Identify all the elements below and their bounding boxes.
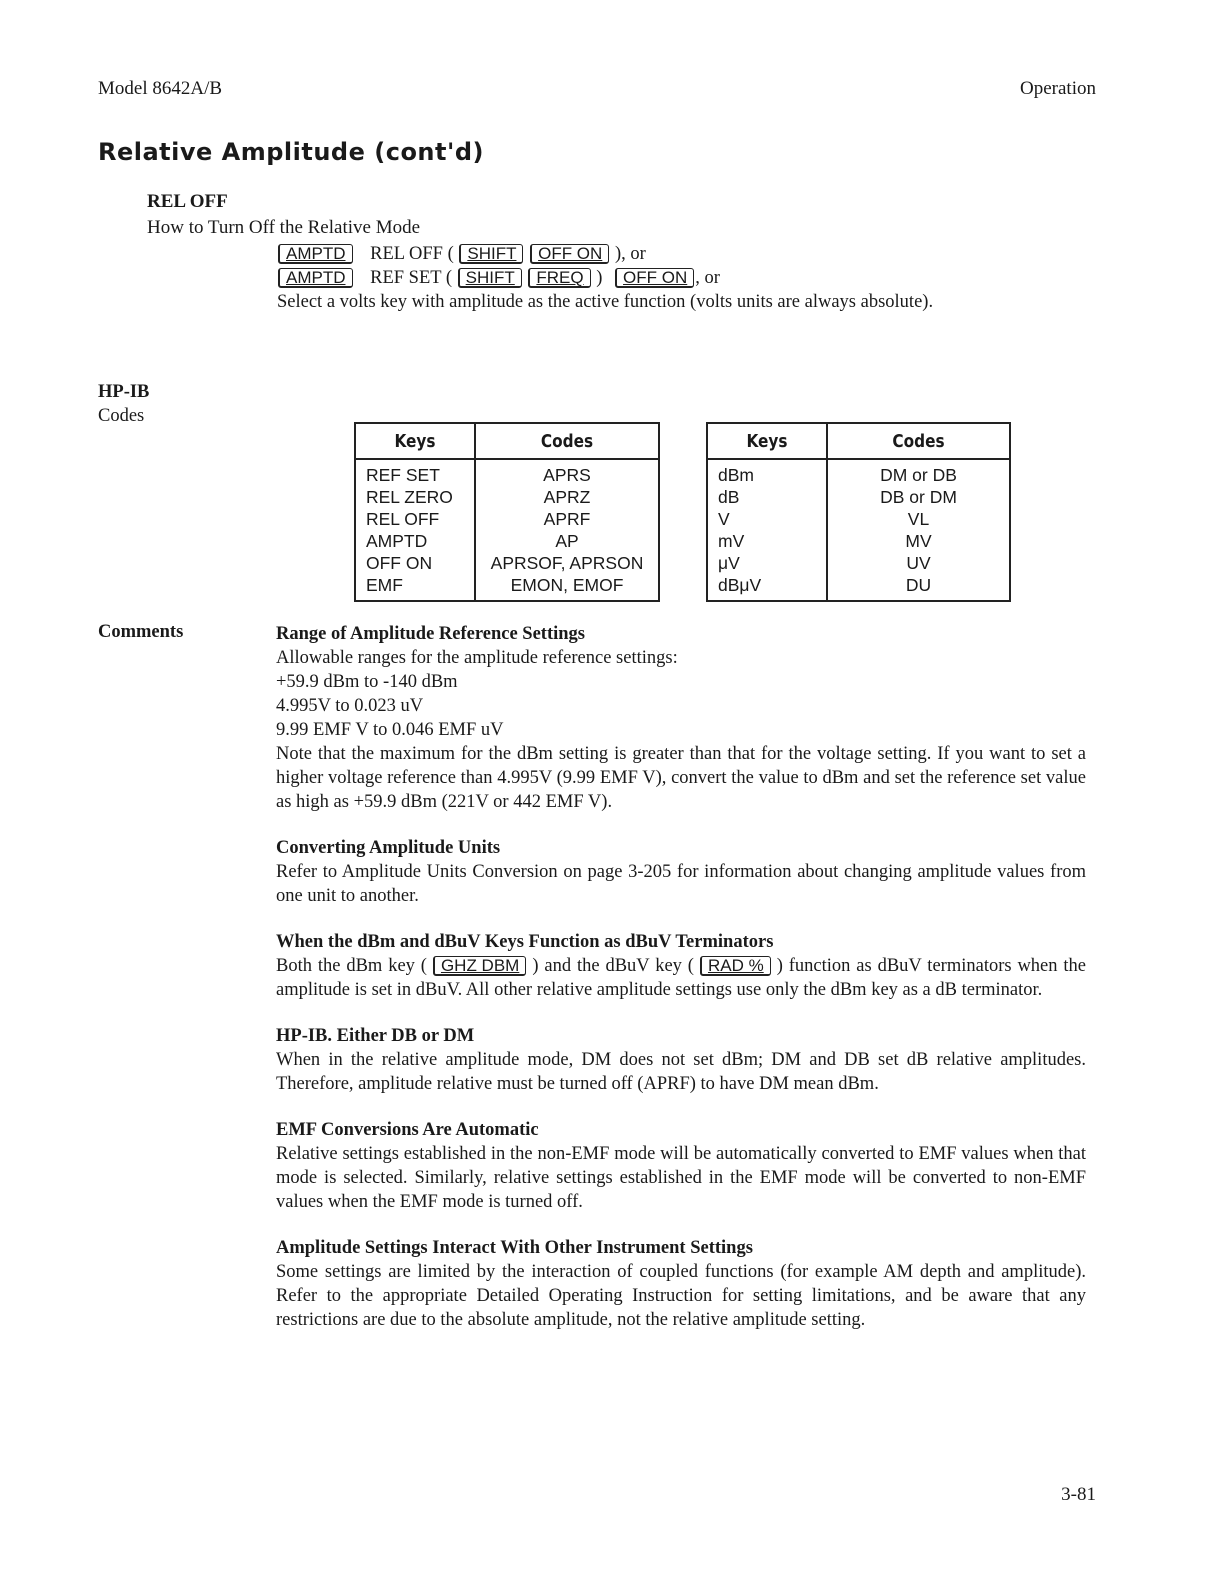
table-row bbox=[707, 486, 1010, 508]
step-text: , or bbox=[695, 268, 720, 288]
freq-key: FREQ bbox=[528, 268, 590, 288]
range-dbm: +59.9 dBm to -140 dBm bbox=[276, 672, 458, 692]
header-section: Operation bbox=[1020, 78, 1096, 99]
code-cell: DM or DB bbox=[880, 465, 957, 485]
rad-percent-key: RAD % bbox=[700, 956, 771, 976]
rel-off-subheading: How to Turn Off the Relative Mode bbox=[147, 217, 421, 238]
code-cell: APRS bbox=[543, 465, 591, 485]
interact-section bbox=[276, 1236, 1086, 1332]
off-on-key: OFF ON bbox=[530, 244, 609, 264]
table-row bbox=[355, 508, 659, 530]
code-cell: DB or DM bbox=[880, 487, 957, 507]
step-line-1 bbox=[277, 242, 1089, 266]
code-cell: APRSOF, APRSON bbox=[490, 553, 644, 573]
key-cell: dB bbox=[707, 486, 827, 508]
section-text bbox=[276, 954, 1086, 1002]
key-cell: REF SET bbox=[355, 459, 475, 486]
codes-table-left bbox=[354, 422, 660, 602]
keys-header: Keys bbox=[364, 423, 466, 459]
page-number: 3-81 bbox=[1061, 1484, 1096, 1505]
text-fragment: ) function as dBuV terminators when the amplitude is set in dBuV. All other relative amplitude settings use only the dBm key as a dB terminator. bbox=[276, 956, 1086, 1000]
section-title: Amplitude Settings Interact With Other Instrument Settings bbox=[276, 1238, 753, 1258]
step-line-2 bbox=[277, 266, 1089, 290]
step-text: REF SET ( bbox=[370, 268, 453, 288]
code-cell: APRZ bbox=[543, 487, 591, 507]
rel-off-heading: REL OFF bbox=[147, 191, 228, 212]
terminators-section bbox=[276, 930, 1086, 1002]
amptd-key: AMPTD bbox=[278, 268, 353, 288]
key-cell: μV bbox=[707, 552, 827, 574]
range-emf: 9.99 EMF V to 0.046 EMF uV bbox=[276, 720, 504, 740]
comments-body bbox=[276, 622, 1086, 1354]
range-volts: 4.995V to 0.023 uV bbox=[276, 696, 424, 716]
key-cell: EMF bbox=[355, 574, 475, 601]
shift-key: SHIFT bbox=[459, 244, 523, 264]
section-title: Converting Amplitude Units bbox=[276, 838, 501, 858]
keys-header: Keys bbox=[716, 423, 818, 459]
converting-section bbox=[276, 836, 1086, 908]
page-title: Relative Amplitude (cont'd) bbox=[98, 138, 484, 166]
section-title: HP-IB. Either DB or DM bbox=[276, 1026, 475, 1046]
emf-section bbox=[276, 1118, 1086, 1214]
code-cell: EMON, EMOF bbox=[510, 575, 624, 595]
table-row bbox=[707, 574, 1010, 601]
key-cell: dBm bbox=[707, 459, 827, 486]
section-title: Range of Amplitude Reference Settings bbox=[276, 624, 585, 644]
step-text: ) bbox=[596, 268, 603, 288]
range-intro: Allowable ranges for the amplitude reference settings: bbox=[276, 648, 678, 668]
section-text: Some settings are limited by the interaction of coupled functions (for example AM depth and amplitude). Refer to the appropriate Detailed Operating Instruction for setting limitations, and be aware that any restrictions are due to the absolute amplitude, not the relative amplitude setting. bbox=[276, 1262, 1086, 1330]
table-row bbox=[707, 552, 1010, 574]
section-text: When in the relative amplitude mode, DM does not set dBm; DM and DB set dB relative amplitudes. Therefore, amplitude relative must be turned off (APRF) to have DM mean dBm. bbox=[276, 1050, 1086, 1094]
hpib-either-section bbox=[276, 1024, 1086, 1096]
ghz-dbm-key: GHZ DBM bbox=[433, 956, 526, 976]
text-fragment: ) and the dBuV key ( bbox=[532, 956, 694, 976]
code-cell: APRF bbox=[543, 509, 591, 529]
step-text: REL OFF ( bbox=[370, 244, 454, 264]
table-row bbox=[355, 552, 659, 574]
table-row bbox=[355, 530, 659, 552]
table-row bbox=[355, 574, 659, 601]
codes-label: Codes bbox=[98, 406, 145, 426]
text-fragment: Both the dBm key ( bbox=[276, 956, 427, 976]
key-cell: OFF ON bbox=[355, 552, 475, 574]
section-title: EMF Conversions Are Automatic bbox=[276, 1120, 539, 1140]
table-row bbox=[707, 459, 1010, 486]
section-title: When the dBm and dBuV Keys Function as dBuV Terminators bbox=[276, 932, 774, 952]
hpib-label: HP-IB bbox=[98, 382, 150, 402]
codes-table-right bbox=[706, 422, 1011, 602]
step-text: ), or bbox=[614, 244, 646, 264]
comments-label: Comments bbox=[98, 622, 184, 642]
key-cell: V bbox=[707, 508, 827, 530]
key-cell: mV bbox=[707, 530, 827, 552]
table-row bbox=[355, 459, 659, 486]
range-section bbox=[276, 622, 1086, 814]
code-cell: MV bbox=[905, 531, 932, 551]
header-model: Model 8642A/B bbox=[98, 78, 223, 99]
code-cell: UV bbox=[906, 553, 931, 573]
step-line-3: Select a volts key with amplitude as the active function (volts units are always absolute). bbox=[277, 292, 934, 312]
rel-off-steps bbox=[277, 242, 1089, 314]
table-row bbox=[707, 530, 1010, 552]
codes-header: Codes bbox=[489, 423, 645, 459]
table-row bbox=[707, 508, 1010, 530]
amptd-key: AMPTD bbox=[278, 244, 353, 264]
section-text: Refer to Amplitude Units Conversion on page 3-205 for information about changing amplitude values from one unit to another. bbox=[276, 862, 1086, 906]
code-cell: VL bbox=[907, 509, 930, 529]
off-on-key: OFF ON bbox=[615, 268, 694, 288]
section-text: Relative settings established in the non-EMF mode will be automatically converted to EMF values when that mode is selected. Similarly, relative settings established in the EMF mode will be converted to non-EMF values when the EMF mode is turned off. bbox=[276, 1144, 1086, 1212]
code-cell: DU bbox=[905, 575, 932, 595]
key-cell: dBμV bbox=[707, 574, 827, 601]
key-cell: AMPTD bbox=[355, 530, 475, 552]
codes-header: Codes bbox=[841, 423, 997, 459]
code-cell: AP bbox=[555, 531, 579, 551]
key-cell: REL ZERO bbox=[355, 486, 475, 508]
shift-key: SHIFT bbox=[458, 268, 522, 288]
table-row bbox=[355, 486, 659, 508]
key-cell: REL OFF bbox=[355, 508, 475, 530]
range-note: Note that the maximum for the dBm setting is greater than that for the voltage setting. If you want to set a higher voltage reference than 4.995V (9.99 EMF V), convert the value to dBm and set the reference set value as high as +59.9 dBm (221V or 442 EMF V). bbox=[276, 744, 1086, 812]
